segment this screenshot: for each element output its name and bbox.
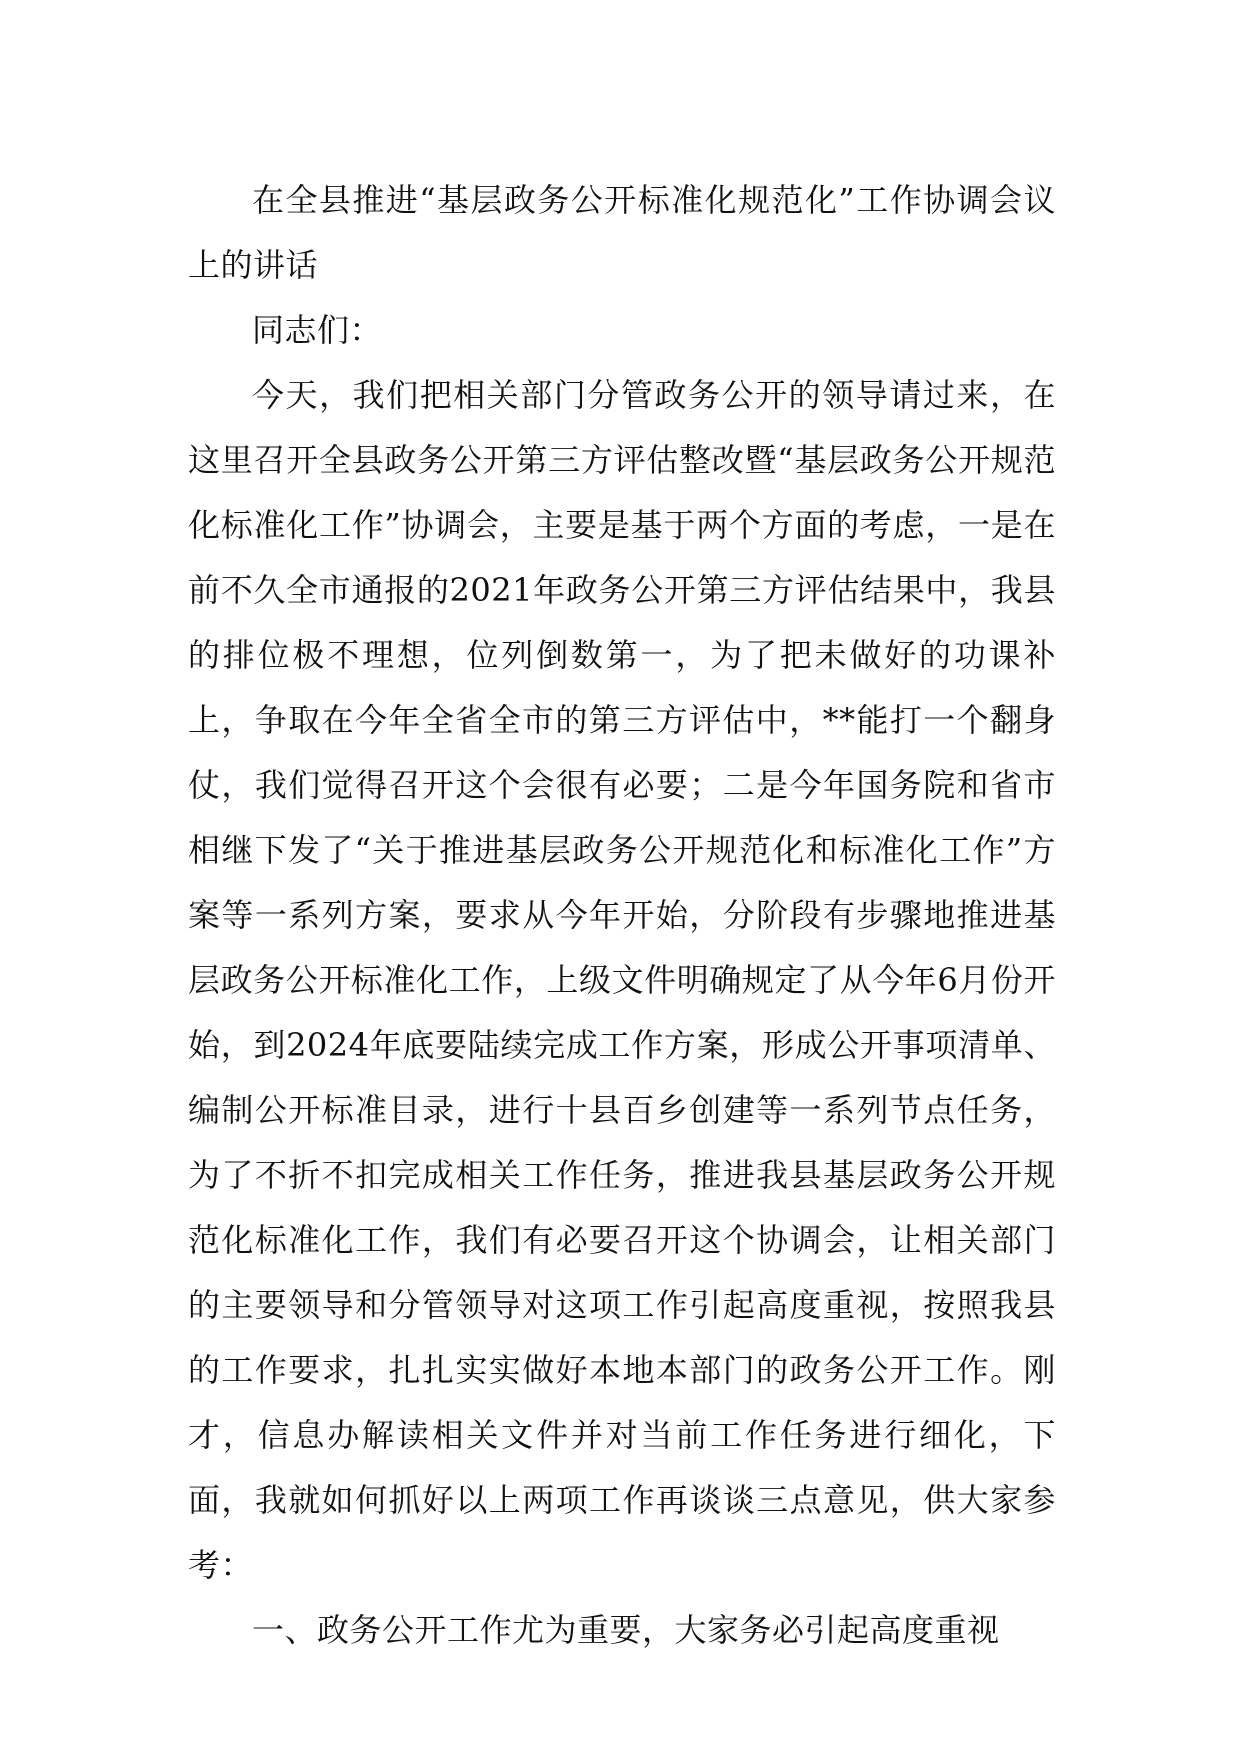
document-page xyxy=(188,168,1056,1663)
speech-title: 在全县推进“基层政务公开标准化规范化”工作协调会议上的讲话 xyxy=(188,181,1056,284)
body-paragraph: 今天，我们把相关部门分管政务公开的领导请过来，在这里召开全县政务公开第三方评估整改暨“基层政务公开规范化标准化工作”协调会，主要是基于两个方面的考虑，一是在前不久全市通报的2021年政务公开第三方评估结果中，我县的排位极不理想，位列倒数第一，为了把未做好的功课补上，争取在今年全省全市的第三方评估中，**能打一个翻身仗，我们觉得召开这个会很有必要；二是今年国务院和省市相继下发了“关于推进基层政务公开规范化和标准化工作”方案等一系列方案，要求从今年开始，分阶段有步骤地推进基层政务公开标准化工作，上级文件明确规定了从今年6月份开始，到2024年底要陆续完成工作方案，形成公开事项清单、编制公开标准目录，进行十县百乡创建等一系列节点任务，为了不折不扣完成相关工作任务，推进我县基层政务公开规范化标准化工作，我们有必要召开这个协调会，让相关部门的主要领导和分管领导对这项工作引起高度重视，按照我县的工作要求，扎扎实实做好本地本部门的政务公开工作。刚才，信息办解读相关文件并对当前工作任务进行细化，下面，我就如何抓好以上两项工作再谈谈三点意见，供大家参考： xyxy=(188,376,1056,1584)
section-heading: 一、政务公开工作尤为重要，大家务必引起高度重视 xyxy=(252,1611,1000,1649)
salutation: 同志们： xyxy=(252,311,383,349)
